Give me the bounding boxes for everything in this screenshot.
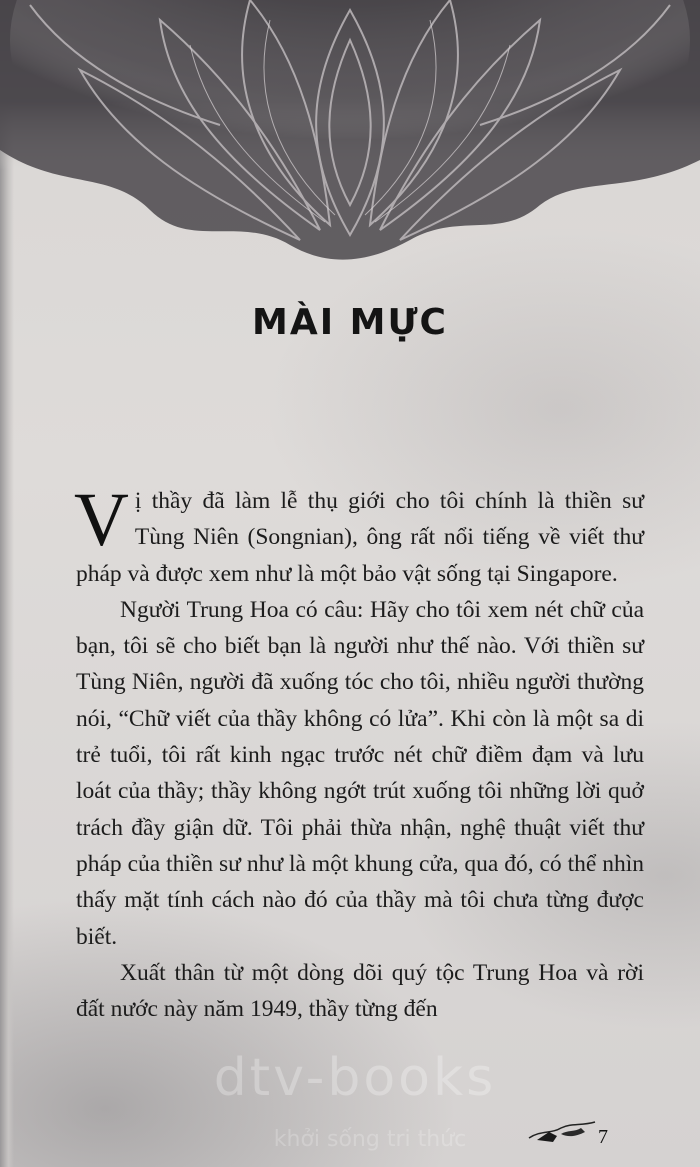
paragraph-1-text: ị thầy đã làm lễ thụ giới cho tôi chính là thiền sư Tùng Niên (Songnian), ông rất nổi tiếng về viết thư pháp và được xem như là một bảo vật sống tại Singapore. <box>76 488 644 587</box>
body-text <box>74 478 644 1027</box>
paragraph-1 <box>74 478 644 592</box>
publisher-watermark-tagline: khởi sống tri thức <box>273 1127 467 1152</box>
page-number: 7 <box>598 1126 608 1148</box>
dropcap-letter: V <box>74 478 129 562</box>
paragraph-3: Xuất thân từ một dòng dõi quý tộc Trung Hoa và rời đất nước này năm 1949, thầy từng đến <box>76 959 644 1023</box>
mandala-header-art <box>0 0 700 270</box>
brush-ornament-icon <box>527 1118 597 1146</box>
publisher-watermark: dtv-books <box>213 1048 497 1108</box>
paragraph-2: Người Trung Hoa có câu: Hãy cho tôi xem nét chữ của bạn, tôi sẽ cho biết bạn là người như thế nào. Với thiền sư Tùng Niên, người đã xuống tóc cho tôi, nhiều người thường nói, “Chữ viết của thầy không có lửa”. Khi còn là một sa di trẻ tuổi, tôi rất kinh ngạc trước nét chữ điềm đạm và lưu loát của thầy; thầy không ngớt trút xuống tôi những lời quở trách đầy giận dữ. Tôi phải thừa nhận, nghệ thuật viết thư pháp của thiền sư như là một khung cửa, qua đó, có thể nhìn thấy mặt tính cách nào đó của thầy mà tôi chưa từng được biết. <box>76 596 644 950</box>
chapter-title: MÀI MỰC <box>252 302 448 343</box>
